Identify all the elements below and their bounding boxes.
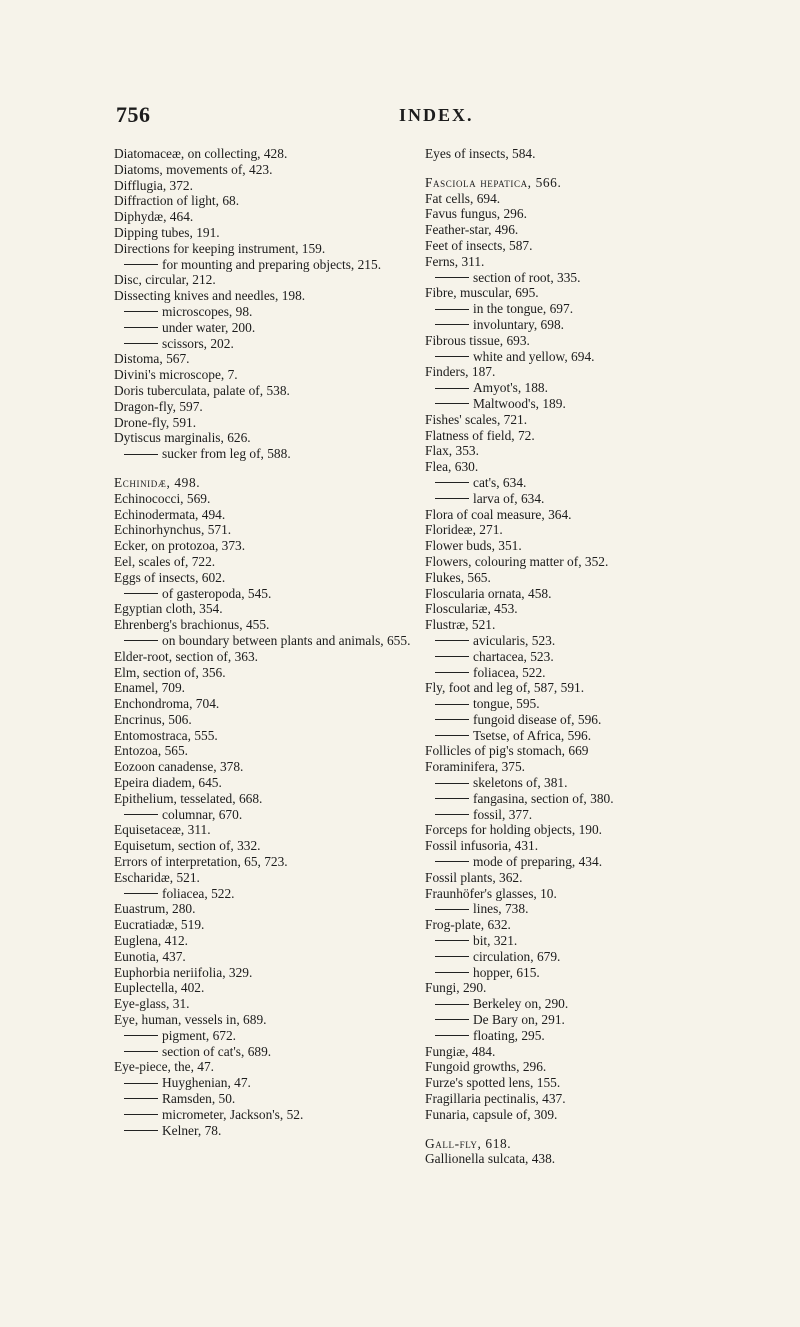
index-entry [114, 507, 414, 523]
index-subentry [114, 1107, 414, 1123]
index-subentry [114, 1123, 414, 1139]
entry-text: Escharidæ, 521. [114, 869, 200, 885]
index-entry [114, 162, 414, 178]
index-entry [425, 870, 735, 886]
index-entry [114, 996, 414, 1012]
entry-text: Equisetaceæ, 311. [114, 822, 211, 838]
entry-text: pigment, 672. [162, 1027, 237, 1043]
entry-text: Euplectella, 402. [114, 980, 205, 996]
index-entry [425, 412, 735, 428]
index-entry [425, 980, 735, 996]
index-entry [114, 933, 414, 949]
index-entry [425, 601, 735, 617]
index-subentry [425, 665, 735, 681]
index-entry [425, 743, 735, 759]
index-subentry [425, 728, 735, 744]
index-entry [425, 759, 735, 775]
ditto-dash [435, 956, 469, 957]
index-subentry [425, 854, 735, 870]
entry-text: mode of preparing, 434. [473, 854, 603, 870]
entry-text: scissors, 202. [162, 335, 234, 351]
index-entry [114, 712, 414, 728]
entry-text: Dissecting knives and needles, 198. [114, 288, 306, 304]
entry-text: Epithelium, tesselated, 668. [114, 790, 263, 806]
entry-text: of gasteropoda, 545. [162, 585, 272, 601]
entry-text: Feather-star, 496. [425, 222, 519, 238]
ditto-dash [435, 1035, 469, 1036]
index-entry [114, 146, 414, 162]
entry-text: Flosculariæ, 453. [425, 601, 518, 617]
entry-text: Euglena, 412. [114, 933, 189, 949]
index-column-left [114, 146, 414, 1138]
ditto-dash [124, 1130, 158, 1131]
index-subentry [425, 649, 735, 665]
index-entry [114, 649, 414, 665]
entry-text: Floscularia ornata, 458. [425, 585, 552, 601]
ditto-dash [435, 1004, 469, 1005]
index-subentry [425, 933, 735, 949]
index-subentry [425, 696, 735, 712]
entry-text: Distoma, 567. [114, 351, 190, 367]
entry-text: fungoid disease of, 596. [473, 711, 602, 727]
ditto-dash [435, 940, 469, 941]
index-entry [425, 1091, 735, 1107]
entry-text: hopper, 615. [473, 964, 540, 980]
index-column-right [425, 146, 735, 1167]
entry-text: Flukes, 565. [425, 569, 491, 585]
index-entry [425, 443, 735, 459]
index-entry [425, 333, 735, 349]
entry-text: foliacea, 522. [162, 885, 235, 901]
entry-text: Eucratiadæ, 519. [114, 917, 205, 933]
ditto-dash [124, 264, 158, 265]
ditto-dash [435, 640, 469, 641]
index-entry [114, 415, 414, 431]
entry-text: Ramsden, 50. [162, 1091, 236, 1107]
entry-text: Echinodermata, 494. [114, 506, 226, 522]
index-entry [114, 601, 414, 617]
entry-text: Entomostraca, 555. [114, 727, 218, 743]
entry-text: on boundary between plants and animals, 655. [162, 632, 411, 648]
entry-text: Feet of insects, 587. [425, 237, 533, 253]
entry-text: Kelner, 78. [162, 1122, 222, 1138]
index-entry [114, 965, 414, 981]
index-entry [425, 680, 735, 696]
index-subentry [425, 396, 735, 412]
entry-text: cat's, 634. [473, 474, 527, 490]
entry-text: Flustræ, 521. [425, 617, 496, 633]
index-entry [425, 1075, 735, 1091]
index-entry [114, 743, 414, 759]
index-entry [425, 146, 735, 162]
ditto-dash [435, 972, 469, 973]
index-subentry [425, 807, 735, 823]
entry-text: chartacea, 523. [473, 648, 554, 664]
index-entry [425, 586, 735, 602]
ditto-dash [435, 482, 469, 483]
index-entry [425, 554, 735, 570]
entry-text: Foraminifera, 375. [425, 759, 526, 775]
index-entry [425, 459, 735, 475]
entry-text: Fungi, 290. [425, 980, 487, 996]
entry-text: Divini's microscope, 7. [114, 367, 238, 383]
index-entry [425, 285, 735, 301]
index-entry [114, 870, 414, 886]
entry-text: Disc, circular, 212. [114, 272, 216, 288]
index-subentry [114, 304, 414, 320]
index-subentry [114, 1075, 414, 1091]
entry-text: Ferns, 311. [425, 253, 485, 269]
index-entry [425, 222, 735, 238]
index-entry [425, 917, 735, 933]
entry-text: Eel, scales of, 722. [114, 553, 216, 569]
index-entry [114, 696, 414, 712]
index-entry [425, 617, 735, 633]
index-subentry [425, 380, 735, 396]
entry-text: Eye, human, vessels in, 689. [114, 1012, 267, 1028]
entry-text: Eye-piece, the, 47. [114, 1059, 215, 1075]
index-entry [425, 570, 735, 586]
index-subentry [425, 712, 735, 728]
ditto-dash [435, 356, 469, 357]
entry-text: Flowers, colouring matter of, 352. [425, 553, 609, 569]
entry-text: Ehrenberg's brachionus, 455. [114, 617, 270, 633]
index-entry [114, 351, 414, 367]
entry-text: section of root, 335. [473, 269, 581, 285]
entry-text: Fibrous tissue, 693. [425, 332, 530, 348]
entry-text: sucker from leg of, 588. [162, 446, 291, 462]
entry-text: bit, 321. [473, 933, 518, 949]
entry-text: foliacea, 522. [473, 664, 546, 680]
index-entry [425, 538, 735, 554]
entry-text: for mounting and preparing objects, 215. [162, 256, 382, 272]
ditto-dash [124, 640, 158, 641]
index-entry [114, 617, 414, 633]
entry-text: Fungoid growths, 296. [425, 1059, 547, 1075]
entry-text: columnar, 670. [162, 806, 243, 822]
entry-text: floating, 295. [473, 1027, 545, 1043]
index-entry [425, 507, 735, 523]
entry-text: Euphorbia neriifolia, 329. [114, 964, 253, 980]
entry-text: Fungiæ, 484. [425, 1043, 496, 1059]
index-entry [425, 1151, 735, 1167]
entry-text: Entozoa, 565. [114, 743, 189, 759]
index-entry [114, 241, 414, 257]
index-subentry [425, 949, 735, 965]
entry-text: microscopes, 98. [162, 303, 253, 319]
entry-text: Euastrum, 280. [114, 901, 196, 917]
index-entry [114, 949, 414, 965]
index-entry [114, 430, 414, 446]
entry-text: Egyptian cloth, 354. [114, 601, 223, 617]
entry-text: Eunotia, 437. [114, 948, 186, 964]
index-entry [114, 399, 414, 415]
ditto-dash [435, 719, 469, 720]
index-subentry [425, 996, 735, 1012]
entry-text: Echinidæ, 498. [114, 474, 201, 490]
index-subentry [114, 633, 414, 649]
index-entry [114, 1059, 414, 1075]
entry-text: circulation, 679. [473, 948, 561, 964]
index-subentry [425, 301, 735, 317]
index-entry [114, 288, 414, 304]
index-entry [114, 854, 414, 870]
ditto-dash [124, 1098, 158, 1099]
index-subentry [425, 475, 735, 491]
index-entry [114, 383, 414, 399]
ditto-dash [124, 814, 158, 815]
index-subentry [425, 349, 735, 365]
ditto-dash [124, 343, 158, 344]
entry-text: Eyes of insects, 584. [425, 146, 536, 161]
ditto-dash [435, 909, 469, 910]
index-entry [114, 759, 414, 775]
index-entry [114, 554, 414, 570]
entry-text: involuntary, 698. [473, 316, 564, 332]
entry-text: De Bary on, 291. [473, 1012, 565, 1028]
index-entry [114, 680, 414, 696]
running-head: INDEX. [399, 105, 474, 125]
index-entry [114, 901, 414, 917]
index-entry [114, 491, 414, 507]
entry-text: Finders, 187. [425, 364, 496, 380]
index-subentry [114, 1044, 414, 1060]
index-entry [425, 1059, 735, 1075]
index-subentry [114, 586, 414, 602]
entry-text: Follicles of pig's stomach, 669 [425, 743, 589, 759]
index-entry [114, 272, 414, 288]
index-entry [114, 538, 414, 554]
entry-text: Dytiscus marginalis, 626. [114, 430, 251, 446]
ditto-dash [435, 1019, 469, 1020]
index-subentry [425, 270, 735, 286]
index-subentry [114, 336, 414, 352]
entry-text: Diatomaceæ, on collecting, 428. [114, 146, 288, 161]
ditto-dash [435, 277, 469, 278]
entry-text: Berkeley on, 290. [473, 996, 569, 1012]
entry-text: lines, 738. [473, 901, 529, 917]
ditto-dash [435, 861, 469, 862]
entry-text: fossil, 377. [473, 806, 533, 822]
ditto-dash [435, 498, 469, 499]
entry-text: Eggs of insects, 602. [114, 569, 226, 585]
index-entry [425, 364, 735, 380]
ditto-dash [124, 1114, 158, 1115]
entry-text: Flax, 353. [425, 443, 479, 459]
ditto-dash [124, 1035, 158, 1036]
entry-text: Dipping tubes, 191. [114, 224, 220, 240]
entry-text: Amyot's, 188. [473, 380, 548, 396]
entry-text: Diphydæ, 464. [114, 209, 194, 225]
index-entry [425, 1136, 735, 1152]
entry-text: Eye-glass, 31. [114, 996, 190, 1012]
index-subentry [114, 807, 414, 823]
entry-text: Funaria, capsule of, 309. [425, 1106, 558, 1122]
entry-text: section of cat's, 689. [162, 1043, 272, 1059]
index-entry [425, 822, 735, 838]
entry-text: Fly, foot and leg of, 587, 591. [425, 680, 585, 696]
entry-text: Fasciola hepatica, 566. [425, 174, 562, 190]
ditto-dash [124, 1083, 158, 1084]
entry-text: Enamel, 709. [114, 680, 186, 696]
ditto-dash [435, 735, 469, 736]
ditto-dash [124, 311, 158, 312]
entry-text: Flea, 630. [425, 459, 479, 475]
index-entry [114, 193, 414, 209]
index-entry [425, 238, 735, 254]
entry-text: fangasina, section of, 380. [473, 790, 614, 806]
entry-text: Diatoms, movements of, 423. [114, 161, 273, 177]
index-entry [114, 367, 414, 383]
ditto-dash [435, 783, 469, 784]
index-subentry [425, 491, 735, 507]
index-entry [114, 728, 414, 744]
index-entry [425, 1044, 735, 1060]
entry-text: Directions for keeping instrument, 159. [114, 240, 326, 256]
index-subentry [425, 965, 735, 981]
index-subentry [425, 1028, 735, 1044]
index-entry [114, 1012, 414, 1028]
ditto-dash [435, 309, 469, 310]
index-subentry [425, 791, 735, 807]
ditto-dash [435, 814, 469, 815]
index-entry [114, 522, 414, 538]
ditto-dash [435, 656, 469, 657]
entry-text: Favus fungus, 296. [425, 206, 527, 222]
entry-text: Flora of coal measure, 364. [425, 506, 572, 522]
index-entry [425, 206, 735, 222]
ditto-dash [435, 798, 469, 799]
index-entry [114, 838, 414, 854]
entry-text: Fibre, muscular, 695. [425, 285, 539, 301]
entry-text: Encrinus, 506. [114, 711, 192, 727]
entry-text: Frog-plate, 632. [425, 917, 511, 933]
entry-text: Fraunhöfer's glasses, 10. [425, 885, 557, 901]
index-subentry [114, 446, 414, 462]
index-entry [425, 1107, 735, 1123]
entry-text: Forceps for holding objects, 190. [425, 822, 603, 838]
index-entry [114, 980, 414, 996]
index-entry [114, 209, 414, 225]
index-subentry [425, 901, 735, 917]
ditto-dash [124, 454, 158, 455]
index-entry [425, 254, 735, 270]
index-entry [114, 178, 414, 194]
ditto-dash [435, 324, 469, 325]
index-entry [114, 917, 414, 933]
index-entry [425, 838, 735, 854]
index-subentry [425, 317, 735, 333]
entry-text: Flower buds, 351. [425, 538, 522, 554]
index-entry [114, 775, 414, 791]
entry-text: Maltwood's, 189. [473, 395, 566, 411]
entry-text: larva of, 634. [473, 490, 545, 506]
entry-text: Elder-root, section of, 363. [114, 648, 259, 664]
entry-text: Furze's spotted lens, 155. [425, 1075, 561, 1091]
entry-text: Florideæ, 271. [425, 522, 503, 538]
entry-text: Flatness of field, 72. [425, 427, 535, 443]
page-number: 756 [116, 102, 151, 127]
entry-text: Fishes' scales, 721. [425, 411, 528, 427]
index-entry [425, 886, 735, 902]
index-entry [114, 822, 414, 838]
index-subentry [114, 320, 414, 336]
entry-text: Elm, section of, 356. [114, 664, 226, 680]
entry-text: Drone-fly, 591. [114, 414, 197, 430]
entry-text: Tsetse, of Africa, 596. [473, 727, 592, 743]
entry-text: Errors of interpretation, 65, 723. [114, 854, 288, 870]
entry-text: avicularis, 523. [473, 632, 556, 648]
entry-text: Fat cells, 694. [425, 190, 501, 206]
index-subentry [425, 633, 735, 649]
ditto-dash [435, 672, 469, 673]
ditto-dash [435, 388, 469, 389]
entry-text: Fragillaria pectinalis, 437. [425, 1091, 566, 1107]
entry-text: Fossil infusoria, 431. [425, 838, 539, 854]
index-entry [114, 665, 414, 681]
entry-text: Gallionella sulcata, 438. [425, 1151, 556, 1167]
entry-text: Doris tuberculata, palate of, 538. [114, 382, 290, 398]
entry-text: Diffraction of light, 68. [114, 193, 240, 209]
ditto-dash [435, 704, 469, 705]
index-entry [114, 791, 414, 807]
index-subentry [114, 1028, 414, 1044]
index-entry [425, 175, 735, 191]
ditto-dash [124, 327, 158, 328]
index-entry [425, 522, 735, 538]
index-entry [114, 225, 414, 241]
ditto-dash [124, 893, 158, 894]
index-subentry [425, 775, 735, 791]
ditto-dash [124, 593, 158, 594]
index-subentry [114, 257, 414, 273]
entry-text: Fossil plants, 362. [425, 869, 523, 885]
entry-text: tongue, 595. [473, 696, 540, 712]
index-entry [425, 428, 735, 444]
index-subentry [114, 1091, 414, 1107]
entry-text: white and yellow, 694. [473, 348, 595, 364]
entry-text: Dragon-fly, 597. [114, 398, 203, 414]
ditto-dash [435, 403, 469, 404]
entry-text: Huyghenian, 47. [162, 1075, 251, 1091]
entry-text: Enchondroma, 704. [114, 696, 220, 712]
entry-text: Echinococci, 569. [114, 490, 211, 506]
entry-text: Ecker, on protozoa, 373. [114, 538, 246, 554]
index-entry [114, 475, 414, 491]
entry-text: under water, 200. [162, 319, 256, 335]
entry-text: Epeira diadem, 645. [114, 775, 222, 791]
entry-text: Eozoon canadense, 378. [114, 759, 244, 775]
index-entry [114, 570, 414, 586]
ditto-dash [124, 1051, 158, 1052]
entry-text: Gall-fly, 618. [425, 1135, 512, 1151]
entry-text: Echinorhynchus, 571. [114, 522, 232, 538]
entry-text: Difflugia, 372. [114, 177, 193, 193]
index-subentry [425, 1012, 735, 1028]
entry-text: Equisetum, section of, 332. [114, 838, 261, 854]
entry-text: skeletons of, 381. [473, 775, 568, 791]
entry-text: in the tongue, 697. [473, 301, 574, 317]
entry-text: micrometer, Jackson's, 52. [162, 1106, 304, 1122]
index-entry [425, 191, 735, 207]
index-subentry [114, 886, 414, 902]
